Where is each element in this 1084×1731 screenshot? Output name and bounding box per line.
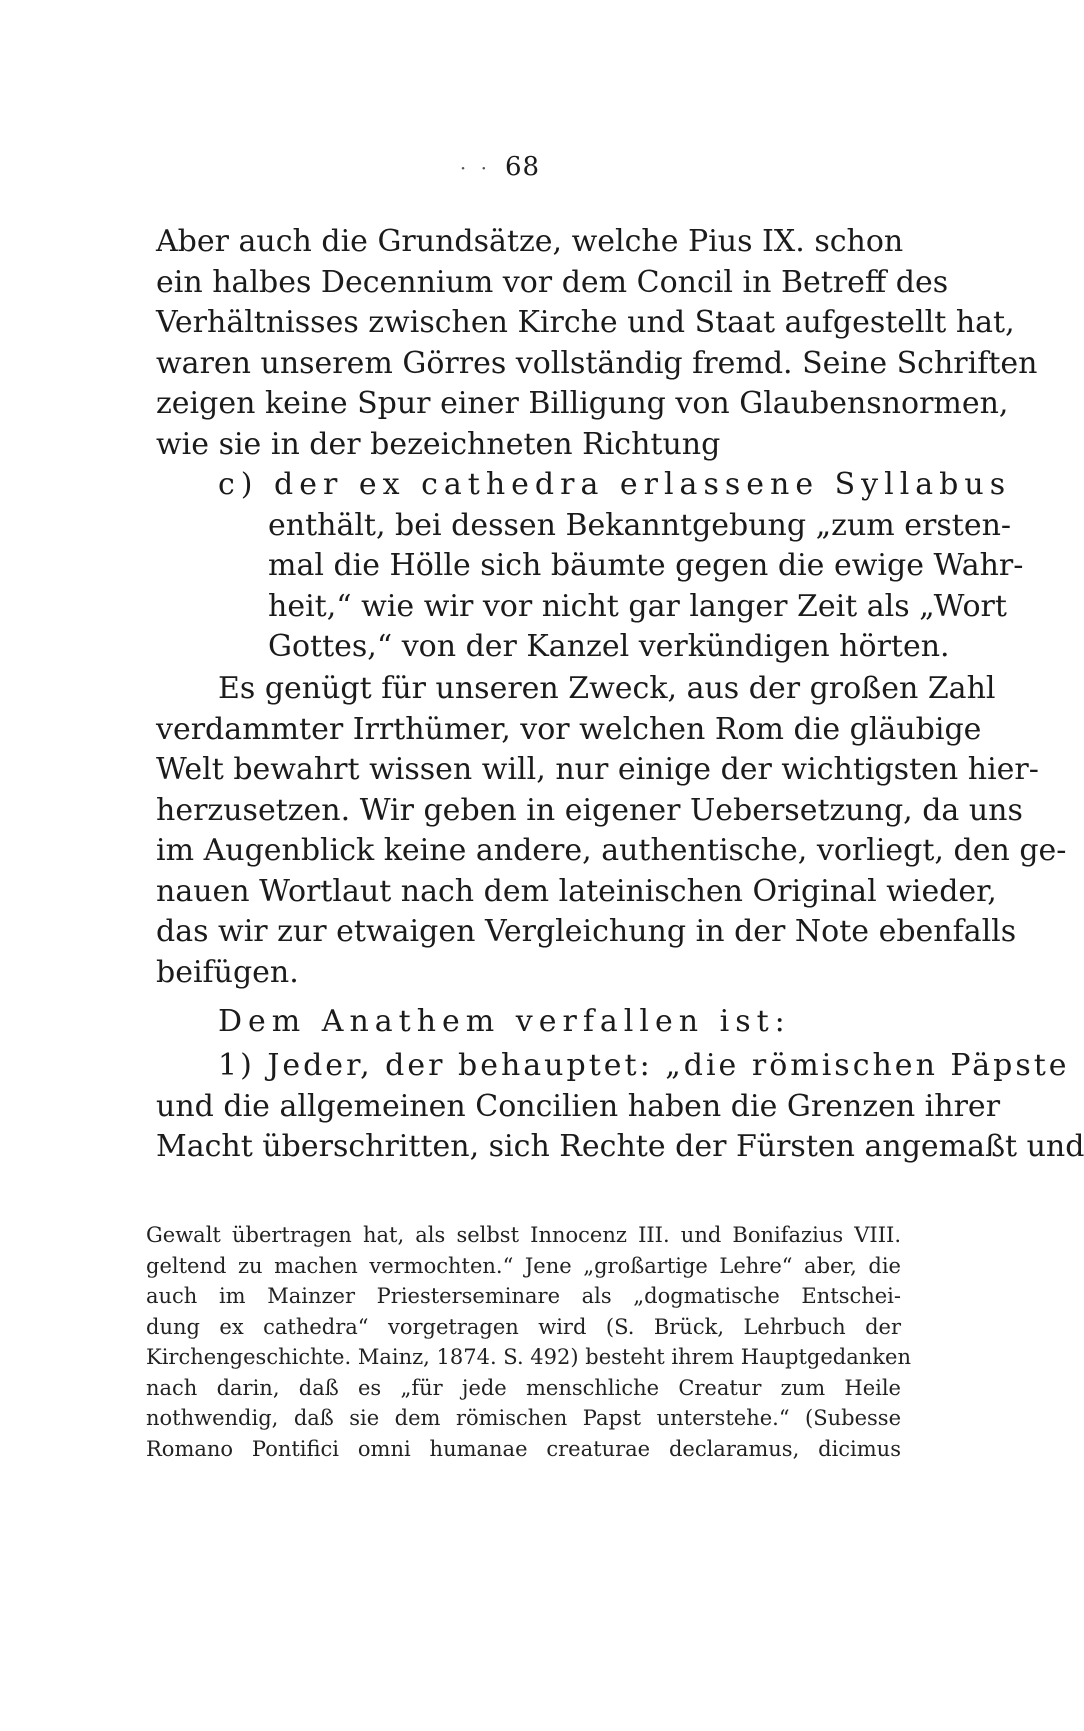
footnote-line: Romano Pontifici omni humanae creaturae declaramus, dicimus [146, 1436, 901, 1461]
page-number [0, 152, 1000, 182]
footnote-line: Kirchengeschichte. Mainz, 1874. S. 492) besteht ihrem Hauptgedanken [146, 1345, 911, 1369]
text-line: herzusetzen. Wir geben in eigener Uebersetzung, da uns [156, 792, 1023, 828]
text-line: verdammter Irrthümer, vor welchen Rom die gläubige [156, 711, 982, 747]
text-line: wie sie in der bezeichneten Richtung [156, 426, 721, 462]
text-line: nauen Wortlaut nach dem lateinischen Original wieder, [156, 873, 997, 909]
anathema-heading [218, 1002, 901, 1043]
page-number-value: 68 [504, 152, 541, 182]
footnote-line: auch im Mainzer Priesterseminare als „dogmatische Entschei- [146, 1284, 901, 1308]
footnote-line: nothwendig, daß sie dem römischen Papst unterstehe.“ (Subesse [146, 1406, 901, 1430]
text-line: Aber auch die Grundsätze, welche Pius IX. schon [156, 224, 904, 259]
footnote-line: dung ex cathedra“ vorgetragen wird (S. Brück, Lehrbuch der [146, 1314, 901, 1339]
item-1-continuation [156, 1087, 1084, 1168]
text-line: mal die Hölle sich bäumte gegen die ewige Wahr- [268, 548, 1024, 583]
text-line: im Augenblick keine andere, authentische, vorliegt, den ge- [156, 833, 1067, 868]
footnote-line: nach darin, daß es „für jede menschliche Creatur zum Heile [146, 1375, 901, 1400]
item-c [218, 465, 1012, 506]
text-line: das wir zur etwaigen Vergleichung in der Note ebenfalls [156, 914, 1017, 949]
text-line: zeigen keine Spur einer Billigung von Glaubensnormen, [156, 386, 1009, 421]
item-c-continuation [268, 506, 1024, 668]
text-line: beifügen. [156, 954, 299, 990]
text-line: Es genügt für unseren Zweck, aus der großen Zahl [218, 671, 996, 706]
item-1 [218, 1046, 1070, 1087]
heading-text: Dem Anathem verfallen ist: [218, 1004, 791, 1039]
text-line: und die allgemeinen Concilien haben die Grenzen ihrer [156, 1088, 1001, 1124]
page-number-prefix: · · [459, 156, 491, 180]
text-line: Verhältnisses zwischen Kirche und Staat aufgestellt hat, [156, 305, 1015, 340]
text-line: ein halbes Decennium vor dem Concil in Betreff des [156, 264, 949, 300]
text-line: c) der ex cathedra erlassene Syllabus [218, 467, 1012, 502]
footnote-line: Gewalt übertragen hat, als selbst Innocenz III. und Bonifazius VIII. [146, 1223, 901, 1247]
footnote-line: geltend zu machen vermochten.“ Jene „großartige Lehre“ aber, die [146, 1253, 901, 1278]
text-line: Macht überschritten, sich Rechte der Fürsten angemaßt und [156, 1129, 1084, 1164]
text-line: enthält, bei dessen Bekanntgebung „zum ersten- [268, 507, 1012, 543]
paragraph-2 [156, 669, 1067, 993]
text-line: Gottes,“ von der Kanzel verkündigen hörten. [268, 629, 950, 664]
footnote [146, 1220, 911, 1464]
text-line: 1) Jeder, der behauptet: „die römischen Päpste [218, 1048, 1070, 1083]
text-line: Welt bewahrt wissen will, nur einige der wichtigsten hier- [156, 752, 1039, 787]
text-line: waren unserem Görres vollständig fremd. Seine Schriften [156, 345, 1038, 381]
paragraph-1 [156, 222, 1038, 465]
text-line: heit,“ wie wir vor nicht gar langer Zeit als „Wort [268, 588, 1007, 624]
